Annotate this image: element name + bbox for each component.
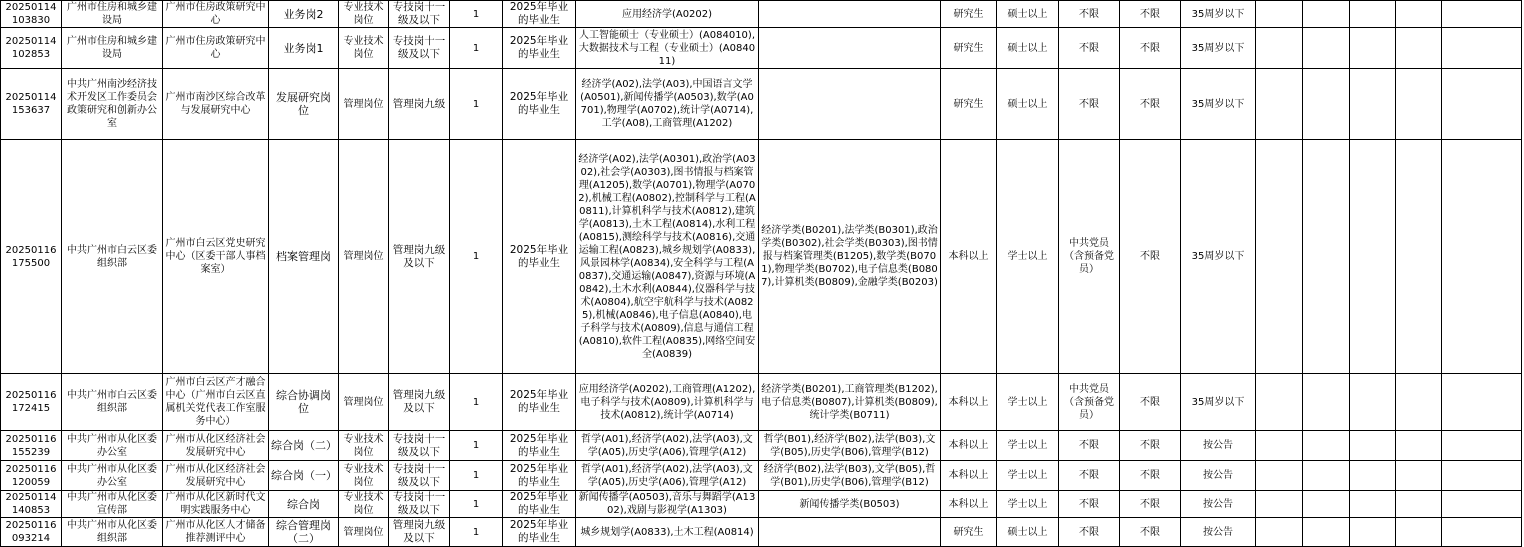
empty-cell [1396, 140, 1442, 374]
empty-cell [1256, 491, 1303, 518]
employer-unit-cell: 广州市住房政策研究中心 [163, 1, 269, 28]
empty-cell [1303, 491, 1350, 518]
political-status-cell: 不限 [1059, 461, 1120, 491]
position-name-cell: 综合协调岗位 [269, 374, 339, 431]
empty-cell [1256, 374, 1303, 431]
job-code-cell: 20250114153637 [1, 69, 62, 140]
empty-cell [1303, 69, 1350, 140]
degree-requirement-cell: 硕士以上 [997, 518, 1059, 547]
age-requirement-cell: 按公告 [1181, 431, 1256, 461]
other-requirement-cell: 不限 [1120, 374, 1181, 431]
post-level-cell: 管理岗九级及以下 [389, 140, 450, 374]
empty-cell [1350, 461, 1396, 491]
empty-cell [1350, 140, 1396, 374]
degree-requirement-cell: 学士以上 [997, 431, 1059, 461]
empty-cell [1303, 518, 1350, 547]
undergrad-major-cell: 哲学(B01),经济学(B02),法学(B03),文学(B05),历史学(B06),管理学(B12) [759, 431, 941, 461]
post-category-cell: 管理岗位 [339, 69, 389, 140]
empty-cell [1350, 69, 1396, 140]
empty-cell [1396, 518, 1442, 547]
department-cell: 中共广州市从化区委组织部 [62, 518, 163, 547]
employer-unit-cell: 广州市白云区产才融合中心（广州市白云区直属机关党代表工作室服务中心） [163, 374, 269, 431]
hiring-count-cell: 1 [450, 431, 503, 461]
education-requirement-cell: 本科以上 [941, 431, 997, 461]
department-cell: 中共广州市从化区委宣传部 [62, 491, 163, 518]
age-requirement-cell: 按公告 [1181, 491, 1256, 518]
undergrad-major-cell: 经济学(B02),法学(B03),文学(B05),哲学(B01),历史学(B06),管理学(B12) [759, 461, 941, 491]
post-level-cell: 专技岗十一级及以下 [389, 461, 450, 491]
degree-requirement-cell: 硕士以上 [997, 1, 1059, 28]
empty-cell [1350, 491, 1396, 518]
empty-cell [1303, 140, 1350, 374]
table-row [1, 461, 1522, 491]
political-status-cell: 不限 [1059, 518, 1120, 547]
education-requirement-cell: 研究生 [941, 69, 997, 140]
hiring-count-cell: 1 [450, 518, 503, 547]
education-requirement-cell: 本科以上 [941, 374, 997, 431]
post-level-cell: 专技岗十一级及以下 [389, 491, 450, 518]
postgrad-major-cell: 应用经济学(A0202),工商管理(A1202),电子科学与技术(A0809),计算机科学与技术(A0812),统计学(A0714) [576, 374, 759, 431]
degree-requirement-cell: 硕士以上 [997, 28, 1059, 69]
other-requirement-cell: 不限 [1120, 431, 1181, 461]
position-name-cell: 综合岗 [269, 491, 339, 518]
political-status-cell: 不限 [1059, 1, 1120, 28]
hiring-count-cell: 1 [450, 491, 503, 518]
employer-unit-cell: 广州市从化区新时代文明实践服务中心 [163, 491, 269, 518]
applicant-target-cell: 2025年毕业的毕业生 [503, 491, 576, 518]
hiring-count-cell: 1 [450, 69, 503, 140]
degree-requirement-cell: 硕士以上 [997, 69, 1059, 140]
table-row [1, 69, 1522, 140]
other-requirement-cell: 不限 [1120, 461, 1181, 491]
empty-cell [1256, 140, 1303, 374]
empty-cell [1396, 461, 1442, 491]
hiring-count-cell: 1 [450, 140, 503, 374]
empty-cell [1256, 1, 1303, 28]
employer-unit-cell: 广州市南沙区综合改革与发展研究中心 [163, 69, 269, 140]
post-category-cell: 管理岗位 [339, 518, 389, 547]
department-cell: 中共广州南沙经济技术开发区工作委员会政策研究和创新办公室 [62, 69, 163, 140]
post-category-cell: 管理岗位 [339, 140, 389, 374]
degree-requirement-cell: 学士以上 [997, 461, 1059, 491]
undergrad-major-cell: 新闻传播学类(B0503) [759, 491, 941, 518]
table-row [1, 518, 1522, 547]
education-requirement-cell: 本科以上 [941, 140, 997, 374]
empty-cell [1256, 431, 1303, 461]
empty-cell [1256, 461, 1303, 491]
empty-cell [1256, 69, 1303, 140]
employer-unit-cell: 广州市白云区党史研究中心（区委干部人事档案室） [163, 140, 269, 374]
position-name-cell: 发展研究岗位 [269, 69, 339, 140]
employer-unit-cell: 广州市从化区人才储备推荐测评中心 [163, 518, 269, 547]
age-requirement-cell: 按公告 [1181, 518, 1256, 547]
empty-cell [1396, 431, 1442, 461]
department-cell: 中共广州市从化区委办公室 [62, 431, 163, 461]
hiring-count-cell: 1 [450, 461, 503, 491]
empty-cell [1442, 28, 1522, 69]
table-row [1, 28, 1522, 69]
hiring-count-cell: 1 [450, 374, 503, 431]
applicant-target-cell: 2025年毕业的毕业生 [503, 461, 576, 491]
post-category-cell: 专业技术岗位 [339, 431, 389, 461]
applicant-target-cell: 2025年毕业的毕业生 [503, 28, 576, 69]
empty-cell [1396, 374, 1442, 431]
empty-cell [1256, 518, 1303, 547]
empty-cell [1442, 491, 1522, 518]
job-code-cell: 20250114103830 [1, 1, 62, 28]
hiring-count-cell: 1 [450, 1, 503, 28]
department-cell: 广州市住房和城乡建设局 [62, 28, 163, 69]
post-level-cell: 专技岗十一级及以下 [389, 28, 450, 69]
department-cell: 中共广州市从化区委办公室 [62, 461, 163, 491]
position-name-cell: 档案管理岗 [269, 140, 339, 374]
job-code-cell: 20250116120059 [1, 461, 62, 491]
degree-requirement-cell: 学士以上 [997, 140, 1059, 374]
empty-cell [1396, 1, 1442, 28]
post-category-cell: 专业技术岗位 [339, 491, 389, 518]
degree-requirement-cell: 学士以上 [997, 491, 1059, 518]
empty-cell [1303, 431, 1350, 461]
post-level-cell: 管理岗九级及以下 [389, 374, 450, 431]
age-requirement-cell: 35周岁以下 [1181, 28, 1256, 69]
post-level-cell: 管理岗九级及以下 [389, 518, 450, 547]
empty-cell [1396, 69, 1442, 140]
position-name-cell: 业务岗1 [269, 28, 339, 69]
position-name-cell: 综合管理岗（二） [269, 518, 339, 547]
education-requirement-cell: 本科以上 [941, 491, 997, 518]
age-requirement-cell: 35周岁以下 [1181, 374, 1256, 431]
employer-unit-cell: 广州市住房政策研究中心 [163, 28, 269, 69]
postgrad-major-cell: 应用经济学(A0202) [576, 1, 759, 28]
table-row [1, 431, 1522, 461]
postgrad-major-cell: 哲学(A01),经济学(A02),法学(A03),文学(A05),历史学(A06),管理学(A12) [576, 431, 759, 461]
political-status-cell: 不限 [1059, 431, 1120, 461]
age-requirement-cell: 按公告 [1181, 461, 1256, 491]
age-requirement-cell: 35周岁以下 [1181, 140, 1256, 374]
applicant-target-cell: 2025年毕业的毕业生 [503, 69, 576, 140]
empty-cell [1350, 431, 1396, 461]
table-row [1, 491, 1522, 518]
post-category-cell: 专业技术岗位 [339, 1, 389, 28]
empty-cell [1442, 461, 1522, 491]
position-name-cell: 综合岗（二） [269, 431, 339, 461]
empty-cell [1303, 28, 1350, 69]
undergrad-major-cell [759, 69, 941, 140]
employer-unit-cell: 广州市从化区经济社会发展研究中心 [163, 431, 269, 461]
post-category-cell: 专业技术岗位 [339, 461, 389, 491]
empty-cell [1303, 461, 1350, 491]
political-status-cell: 不限 [1059, 69, 1120, 140]
other-requirement-cell: 不限 [1120, 491, 1181, 518]
other-requirement-cell: 不限 [1120, 140, 1181, 374]
table-row [1, 140, 1522, 374]
job-code-cell: 20250116093214 [1, 518, 62, 547]
applicant-target-cell: 2025年毕业的毕业生 [503, 140, 576, 374]
employer-unit-cell: 广州市从化区经济社会发展研究中心 [163, 461, 269, 491]
position-name-cell: 业务岗2 [269, 1, 339, 28]
position-name-cell: 综合岗（一） [269, 461, 339, 491]
postgrad-major-cell: 城乡规划学(A0833),土木工程(A0814) [576, 518, 759, 547]
post-category-cell: 管理岗位 [339, 374, 389, 431]
education-requirement-cell: 研究生 [941, 28, 997, 69]
undergrad-major-cell [759, 28, 941, 69]
empty-cell [1350, 518, 1396, 547]
empty-cell [1442, 518, 1522, 547]
empty-cell [1396, 28, 1442, 69]
political-status-cell: 中共党员（含预备党员） [1059, 140, 1120, 374]
undergrad-major-cell [759, 518, 941, 547]
postgrad-major-cell: 新闻传播学(A0503),音乐与舞蹈学(A1302),戏剧与影视学(A1303) [576, 491, 759, 518]
age-requirement-cell: 35周岁以下 [1181, 1, 1256, 28]
empty-cell [1442, 69, 1522, 140]
other-requirement-cell: 不限 [1120, 518, 1181, 547]
empty-cell [1256, 28, 1303, 69]
empty-cell [1350, 374, 1396, 431]
applicant-target-cell: 2025年毕业的毕业生 [503, 374, 576, 431]
education-requirement-cell: 研究生 [941, 518, 997, 547]
political-status-cell: 中共党员（含预备党员） [1059, 374, 1120, 431]
education-requirement-cell: 研究生 [941, 1, 997, 28]
other-requirement-cell: 不限 [1120, 28, 1181, 69]
other-requirement-cell: 不限 [1120, 1, 1181, 28]
empty-cell [1442, 431, 1522, 461]
education-requirement-cell: 本科以上 [941, 461, 997, 491]
table-row [1, 1, 1522, 28]
postgrad-major-cell: 经济学(A02),法学(A03),中国语言文学(A0501),新闻传播学(A0503),数学(A0701),物理学(A0702),统计学(A0714),工学(A08),工商管理(A1202) [576, 69, 759, 140]
undergrad-major-cell: 经济学类(B0201),法学类(B0301),政治学类(B0302),社会学类(B0303),图书情报与档案管理类(B1205),数学类(B0701),物理学类(B0702),电子信息类(B0807),计算机类(B0809),金融学类(B0203) [759, 140, 941, 374]
empty-cell [1396, 491, 1442, 518]
degree-requirement-cell: 学士以上 [997, 374, 1059, 431]
table-row [1, 374, 1522, 431]
hiring-count-cell: 1 [450, 28, 503, 69]
undergrad-major-cell [759, 1, 941, 28]
department-cell: 中共广州市白云区委组织部 [62, 140, 163, 374]
applicant-target-cell: 2025年毕业的毕业生 [503, 1, 576, 28]
empty-cell [1350, 28, 1396, 69]
political-status-cell: 不限 [1059, 491, 1120, 518]
post-level-cell: 专技岗十一级及以下 [389, 431, 450, 461]
postgrad-major-cell: 哲学(A01),经济学(A02),法学(A03),文学(A05),历史学(A06),管理学(A12) [576, 461, 759, 491]
post-category-cell: 专业技术岗位 [339, 28, 389, 69]
job-code-cell: 20250116175500 [1, 140, 62, 374]
undergrad-major-cell: 经济学类(B0201),工商管理类(B1202),电子信息类(B0807),计算机类(B0809),统计学类(B0711) [759, 374, 941, 431]
empty-cell [1442, 1, 1522, 28]
post-level-cell: 专技岗十一级及以下 [389, 1, 450, 28]
department-cell: 中共广州市白云区委组织部 [62, 374, 163, 431]
age-requirement-cell: 35周岁以下 [1181, 69, 1256, 140]
applicant-target-cell: 2025年毕业的毕业生 [503, 518, 576, 547]
job-code-cell: 20250114102853 [1, 28, 62, 69]
political-status-cell: 不限 [1059, 28, 1120, 69]
empty-cell [1303, 374, 1350, 431]
postgrad-major-cell: 人工智能硕士（专业硕士）(A084010),大数据技术与工程（专业硕士）(A084011) [576, 28, 759, 69]
other-requirement-cell: 不限 [1120, 69, 1181, 140]
empty-cell [1303, 1, 1350, 28]
empty-cell [1442, 374, 1522, 431]
postgrad-major-cell: 经济学(A02),法学(A0301),政治学(A0302),社会学(A0303),图书情报与档案管理(A1205),数学(A0701),物理学(A0702),机械工程(A0802),控制科学与工程(A0811),计算机科学与技术(A0812),建筑学(A0813),土木工程(A0814),水利工程(A0815),测绘科学与技术(A0816),交通运输工程(A0823),城乡规划学(A0833),风景园林学(A0834),安全科学与工程(A0837),交通运输(A0847),资源与环境(A0842),土木水利(A0844),仪器科学与技术(A0804),航空宇航科学与技术(A0825),机械(A0846),电子信息(A0840),电子科学与技术(A0809),信息与通信工程(A0810),软件工程(A0835),网络空间安全(A0839) [576, 140, 759, 374]
empty-cell [1442, 140, 1522, 374]
empty-cell [1350, 1, 1396, 28]
post-level-cell: 管理岗九级 [389, 69, 450, 140]
job-code-cell: 20250116155239 [1, 431, 62, 461]
job-code-cell: 20250116172415 [1, 374, 62, 431]
department-cell: 广州市住房和城乡建设局 [62, 1, 163, 28]
applicant-target-cell: 2025年毕业的毕业生 [503, 431, 576, 461]
job-code-cell: 20250114140853 [1, 491, 62, 518]
